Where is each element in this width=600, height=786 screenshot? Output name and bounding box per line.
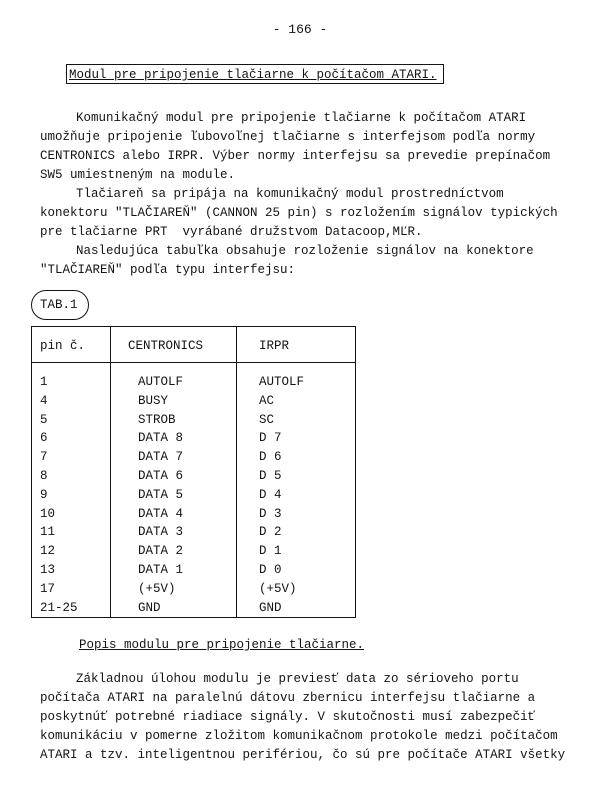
table-cell-irpr: D 2: [259, 525, 282, 540]
paragraph-line: Komunikačný modul pre pripojenie tlačiarne k počítačom ATARI: [76, 111, 527, 125]
table-cell-centronics: GND: [138, 600, 161, 615]
paragraph-line: Nasledujúca tabuľka obsahuje rozloženie signálov na konektore: [76, 244, 534, 258]
table-cell-centronics: DATA 4: [138, 506, 184, 521]
table-cell-pin: 10: [40, 506, 56, 521]
table-cell-pin: 21-25: [40, 600, 78, 615]
table-cell-pin: 12: [40, 544, 56, 559]
table-cell-pin: 7: [40, 450, 48, 465]
table-column-divider: [110, 326, 111, 618]
table-cell-pin: 1: [40, 375, 48, 389]
table-cell-pin: 9: [40, 487, 48, 502]
table-cell-irpr: D 6: [259, 450, 282, 465]
paragraph-line: Základnou úlohou modulu je previesť data zo sérioveho portu: [76, 672, 519, 686]
section-heading: Popis modulu pre pripojenie tlačiarne.: [79, 638, 365, 652]
paragraph-line: konektoru "TLAČIAREŇ" (CANNON 25 pin) s rozložením signálov typických: [40, 206, 558, 220]
paragraph-line: "TLAČIAREŇ" podľa typu interfejsu:: [40, 263, 296, 277]
paragraph-line: umožňuje pripojenie ľubovoľnej tlačiarne s interfejsom podľa normy: [40, 130, 536, 144]
paragraph-line: počítača ATARI na paralelnú dátovu zbernicu interfejsu tlačiarne a: [40, 691, 536, 705]
table-cell-centronics: DATA 5: [138, 487, 184, 502]
table-header-irpr: IRPR: [259, 339, 290, 353]
page-title: Modul pre pripojenie tlačiarne k počítačom ATARI.: [69, 68, 437, 82]
table-column-divider: [236, 326, 237, 618]
table-cell-irpr: SC: [259, 412, 275, 427]
signal-table: [31, 326, 356, 618]
table-cell-pin: 6: [40, 431, 48, 446]
table-cell-irpr: D 5: [259, 469, 282, 483]
table-cell-centronics: (+5V): [138, 581, 176, 596]
paragraph-line: CENTRONICS alebo IRPR. Výber normy interfejsu sa prevedie prepínačom: [40, 149, 551, 163]
table-cell-irpr: D 7: [259, 431, 282, 446]
table-cell-irpr: D 0: [259, 563, 282, 577]
table-cell-centronics: DATA 6: [138, 469, 184, 483]
table-header-centronics: CENTRONICS: [128, 339, 204, 353]
table-cell-pin: 8: [40, 469, 48, 483]
table-cell-centronics: DATA 7: [138, 450, 184, 465]
paragraph-line: SW5 umiestneným na module.: [40, 168, 236, 182]
table-cell-centronics: STROB: [138, 412, 176, 427]
table-cell-pin: 17: [40, 581, 56, 596]
table-cell-centronics: AUTOLF: [138, 375, 184, 389]
table-cell-pin: 11: [40, 525, 56, 540]
table-cell-irpr: GND: [259, 600, 282, 615]
table-cell-irpr: D 1: [259, 544, 282, 559]
table-cell-pin: 4: [40, 393, 48, 408]
table-cell-centronics: DATA 1: [138, 563, 184, 577]
paragraph-line: komunikáciu v pomerne zložitom komunikačnom protokole medzi počítačom: [40, 729, 558, 743]
table-cell-irpr: AUTOLF: [259, 375, 305, 389]
table-header-pin: pin č.: [40, 339, 86, 353]
paragraph-line: poskytnúť potrebné riadiace signály. V skutočnosti musí zabezpečiť: [40, 710, 536, 724]
page-number: - 166 -: [272, 22, 328, 37]
table-cell-pin: 13: [40, 563, 56, 577]
table-cell-centronics: DATA 2: [138, 544, 184, 559]
table-cell-centronics: DATA 8: [138, 431, 184, 446]
table-cell-irpr: D 3: [259, 506, 282, 521]
table-cell-centronics: DATA 3: [138, 525, 184, 540]
paragraph-line: pre tlačiarne PRT vyrábané družstvom Datacoop,MĽR.: [40, 225, 423, 239]
table-cell-irpr: (+5V): [259, 581, 297, 596]
table-cell-irpr: D 4: [259, 487, 282, 502]
table-header-divider: [31, 362, 356, 363]
table-label: TAB.1: [40, 298, 78, 312]
paragraph-line: Tlačiareň sa pripája na komunikačný modul prostredníctvom: [76, 187, 504, 201]
paragraph-line: ATARI a tzv. inteligentnou perifériou, čo sú pre počítače ATARI všetky: [40, 748, 566, 762]
table-cell-centronics: BUSY: [138, 393, 169, 408]
table-cell-pin: 5: [40, 412, 48, 427]
table-cell-irpr: AC: [259, 393, 275, 408]
